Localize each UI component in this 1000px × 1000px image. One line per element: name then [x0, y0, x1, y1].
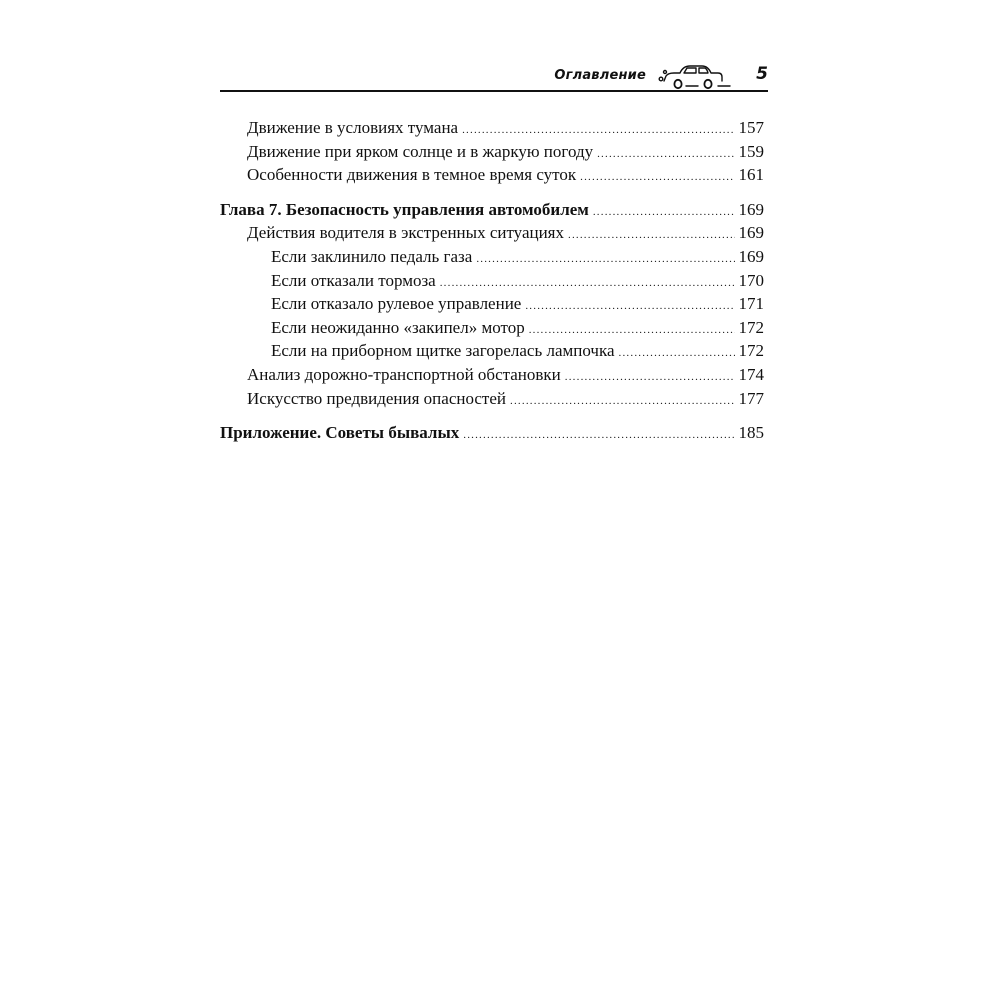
- toc-entry-title: Искусство предвидения опасностей: [247, 388, 507, 408]
- table-of-contents: [220, 116, 764, 445]
- toc-entry: [220, 387, 764, 411]
- toc-entry: [220, 140, 764, 164]
- toc-entry-title: Анализ дорожно-транспортной обстановки: [247, 364, 561, 384]
- toc-entry-title: Особенности движения в темное время суток: [247, 165, 577, 185]
- toc-entry-title: Если заклинило педаль газа: [271, 246, 473, 266]
- toc-entry-page: 169: [738, 199, 764, 219]
- toc-entry-page: 174: [738, 364, 764, 384]
- header-rule: [220, 90, 768, 92]
- toc-entry: [220, 316, 764, 340]
- toc-entry-page: 169: [738, 223, 764, 243]
- toc-chapter-entry: [220, 198, 764, 222]
- toc-entry: [220, 269, 764, 293]
- toc-entry-page: 159: [738, 141, 764, 161]
- toc-entry-page: 169: [738, 246, 764, 266]
- dot-leader: [580, 166, 734, 190]
- dot-leader: [510, 390, 734, 414]
- car-icon: [658, 61, 740, 91]
- toc-entry-title: Движение в условиях тумана: [247, 118, 459, 137]
- toc-entry-title: Если отказали тормоза: [271, 270, 436, 290]
- dot-leader: [568, 224, 735, 248]
- toc-entry-page: 170: [738, 270, 764, 290]
- dot-leader: [619, 342, 735, 366]
- toc-entry: [220, 163, 764, 187]
- toc-entry: [220, 116, 764, 140]
- toc-entry-title: Если на приборном щитке загорелась лампочка: [271, 341, 615, 361]
- toc-entry: [220, 363, 764, 387]
- toc-entry-page: 172: [738, 317, 764, 337]
- toc-entry: [220, 339, 764, 363]
- dot-leader: [565, 366, 735, 390]
- toc-entry-page: 172: [738, 341, 764, 361]
- running-header: [220, 60, 768, 92]
- dot-leader: [463, 424, 734, 448]
- toc-entry: [220, 245, 764, 269]
- dot-leader: [593, 201, 735, 225]
- toc-entry-title: Глава 7. Безопасность управления автомобилем: [220, 199, 589, 219]
- dot-leader: [597, 143, 734, 167]
- toc-entry-title: Если отказало рулевое управление: [271, 294, 522, 314]
- toc-entry-page: 161: [738, 165, 764, 185]
- toc-entry-title: Если неожиданно «закипел» мотор: [271, 317, 525, 337]
- dot-leader: [476, 248, 734, 272]
- toc-entry-page: 185: [738, 423, 764, 443]
- toc-entry: [220, 221, 764, 245]
- toc-entry-title: Движение при ярком солнце и в жаркую погоду: [247, 141, 594, 161]
- toc-entry-title: Действия водителя в экстренных ситуациях: [247, 223, 564, 243]
- toc-entry-title: Приложение. Советы бывалых: [220, 423, 460, 443]
- toc-chapter-entry: [220, 421, 764, 445]
- toc-entry-page: 171: [738, 294, 764, 314]
- header-page-number: 5: [756, 64, 768, 84]
- toc-entry-page: 157: [738, 118, 764, 137]
- toc-entry: [220, 292, 764, 316]
- dot-leader: [525, 295, 734, 319]
- toc-entry-page: 177: [738, 388, 764, 408]
- header-title: Оглавление: [554, 68, 646, 83]
